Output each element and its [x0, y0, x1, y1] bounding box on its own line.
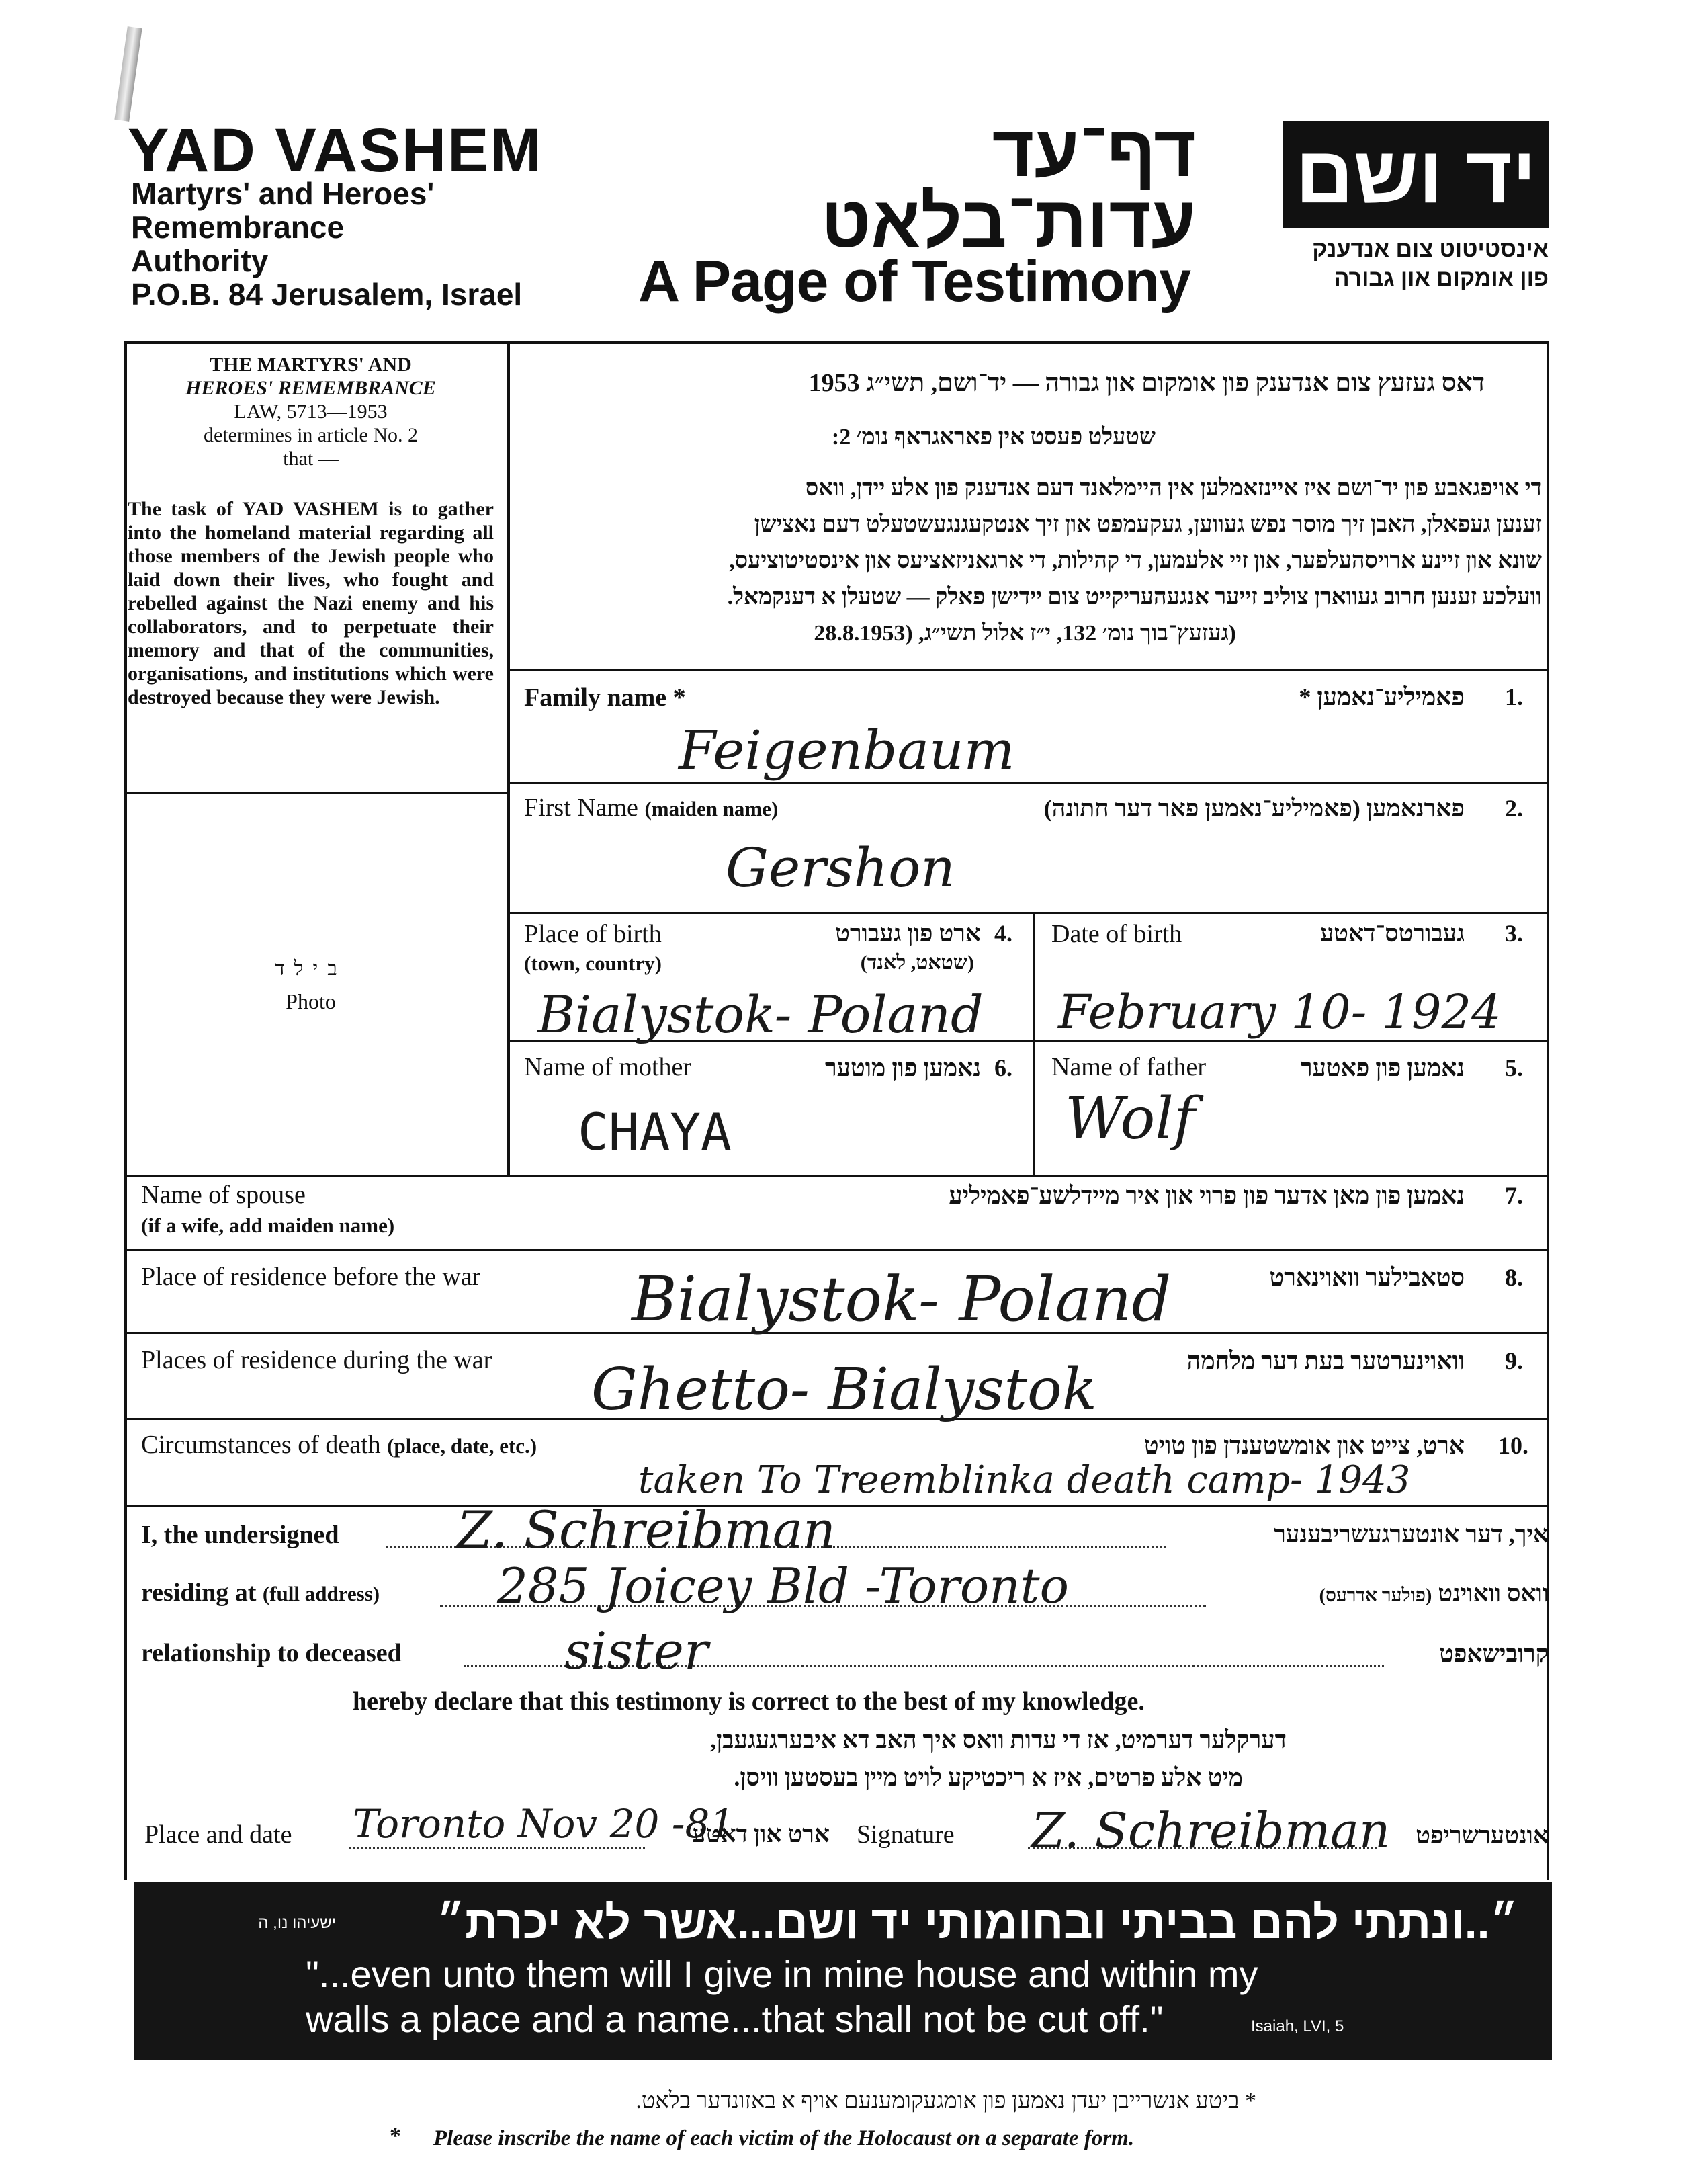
law-heading-line-5: that — [283, 448, 339, 470]
intro-line-1: דאס געזעץ צום אנדענק פון אומקום און גבורה — יד־ושם, תשי״ג 1953 [808, 369, 1485, 397]
address-hebrew-text: וואס וואוינט [1438, 1580, 1549, 1607]
place-of-birth-hebrew: ארט פון געבורט [835, 920, 981, 947]
frame-top [124, 341, 1549, 344]
page-title: A Page of Testimony [638, 249, 1191, 314]
left-column-divider [507, 341, 510, 1175]
circumstances-hebrew: ארט, צייט און אומשטענדן פון טויט [1143, 1432, 1465, 1459]
undersigned-label: I, the undersigned [141, 1521, 339, 1549]
first-name-label-text: First Name [524, 794, 638, 822]
family-name-hebrew: פאמיליע־נאמען * [1299, 683, 1465, 710]
hebrew-title-2: עדות־בלאט [821, 181, 1196, 262]
date-of-birth-number: 3. [1505, 920, 1523, 947]
place-of-birth-sublabel: (town, country) [524, 952, 662, 975]
logo-subtitle-1: אינסטיטוט צום אנדענק [1312, 237, 1549, 262]
row-line-2 [507, 912, 1549, 914]
law-heading [128, 353, 494, 470]
circumstances-value[interactable]: taken To Treemblinka death camp- 1943 [638, 1458, 1411, 1502]
father-name-hebrew: נאמען פון פאטער [1300, 1054, 1465, 1081]
mother-name-hebrew: נאמען פון מוטער [824, 1054, 981, 1081]
place-date-label: Place and date [144, 1820, 292, 1849]
address-hebrew-sub: (פולער אדרעס) [1319, 1585, 1432, 1606]
place-date-dotted-line [349, 1847, 645, 1849]
footnote-hebrew: * ביטע אנשרייבן יעדן נאמען פון אומגעקומענעם אויף א באזונדער בלאט. [636, 2089, 1256, 2113]
intro-line-2: שטעלט פעסט אין פאראגראף נומ׳ 2: [831, 425, 1156, 450]
photo-label: Photo [286, 989, 336, 1013]
place-of-birth-label: Place of birth [524, 920, 662, 948]
address-sublabel: (full address) [262, 1582, 380, 1605]
footnote-asterisk: * [390, 2124, 401, 2148]
hebrew-title-1: דף־עד [992, 110, 1196, 192]
mother-name-label: Name of mother [524, 1053, 692, 1081]
family-name-label: Family name * [524, 683, 686, 712]
law-heading-line-1: THE MARTYRS' AND [210, 353, 412, 376]
law-heading-line-2: HEROES' REMEMBRANCE [185, 377, 436, 399]
row-line-5 [124, 1249, 1549, 1251]
circumstances-label [141, 1430, 537, 1460]
address-label [141, 1578, 380, 1607]
band-english-source: Isaiah, LVI, 5 [1251, 2017, 1344, 2035]
address-hebrew [1319, 1579, 1549, 1607]
org-line-4: P.O.B. 84 Jerusalem, Israel [131, 277, 523, 312]
org-title: YAD VASHEM [128, 116, 544, 185]
undersigned-hebrew: איך, דער אונטערגעשריבענער [1274, 1521, 1549, 1548]
mother-name-value[interactable]: CHAYA [578, 1102, 732, 1162]
intro-line-5: שונא און זיינע ארויסהעלפער, און זיי אלעמען, די קהילות, די ארגאניזאציעס און אינסטיטוציעס, [729, 548, 1542, 573]
place-of-birth-number: 4. [994, 920, 1012, 947]
spouse-name-label: Name of spouse [141, 1181, 306, 1209]
circumstances-number: 10. [1498, 1432, 1528, 1459]
photo-label-hebrew: בילד [275, 958, 347, 980]
band-hebrew-quote: ״..ונתתי להם בביתי ובחומותי יד ושם...אשר לא יכרת״ [436, 1897, 1518, 1948]
org-line-2: Remembrance [131, 210, 345, 245]
frame-left-upper [124, 341, 127, 1175]
first-name-label [524, 793, 778, 823]
residence-during-value[interactable]: Ghetto- Bialystok [591, 1356, 1097, 1423]
row-line-intro [507, 669, 1549, 671]
law-heading-line-4: determines in article No. 2 [203, 424, 419, 446]
band-english-line-1: "...even unto them will I give in mine house and within my [306, 1953, 1258, 1995]
intro-line-6: וועלכע זענען חרוב געווארן צוליב זייער אנגעהעריקייט צום יידישן פאלק — שטעלן א דענקמאל. [727, 585, 1542, 610]
residence-before-hebrew: סטאבילער וואוינארט [1269, 1264, 1465, 1291]
row-line-1 [507, 782, 1549, 784]
place-of-birth-value[interactable]: Bialystok- Poland [537, 984, 984, 1044]
law-body: The task of YAD VASHEM is to gather into the homeland material regarding all those members of the Jewish people who laid down their lives, who fought and rebelled against the Nazi enemy and his collaborators, and to perpetuate their memory and that of the communities, organisations, and institutions which were destroyed because they were Jewish. [128, 498, 494, 708]
circumstances-label-text: Circumstances of death [141, 1431, 381, 1459]
spouse-name-sublabel: (if a wife, add maiden name) [141, 1214, 395, 1237]
declaration-hebrew-1: דערקלער דערמיט, אז די עדות וואס איך האב דא איבערגעגעבן, [709, 1726, 1287, 1753]
father-name-label: Name of father [1051, 1053, 1206, 1081]
intro-line-7: (געזעץ־בוך נומ׳ 132, י״ז אלול תשי״ג, (28.8.1953 [814, 621, 1236, 646]
logo-subtitle-2: פון אומקום און גבורה [1334, 265, 1549, 291]
spouse-name-number: 7. [1505, 1182, 1523, 1209]
law-heading-line-3: LAW, 5713—1953 [234, 401, 388, 423]
row-line-4 [124, 1175, 1549, 1177]
signature-hebrew: אונטערשריפט [1416, 1822, 1549, 1849]
relationship-hebrew: קרובישאפט [1439, 1640, 1549, 1667]
address-value[interactable]: 285 Joicey Bld -Toronto [497, 1558, 1069, 1614]
first-name-sublabel: (maiden name) [644, 797, 779, 821]
signature-value[interactable]: Z. Schreibman [1031, 1802, 1391, 1859]
birth-parents-divider [1033, 912, 1035, 1175]
first-name-number: 2. [1505, 795, 1523, 822]
place-of-birth-hebrew-sub: (שטאט, לאנד) [860, 952, 974, 974]
date-of-birth-value[interactable]: February 10- 1924 [1058, 984, 1502, 1040]
undersigned-value[interactable]: Z. Schreibman [457, 1500, 836, 1560]
declaration-statement: hereby declare that this testimony is correct to the best of my knowledge. [353, 1687, 1145, 1716]
date-of-birth-hebrew: געבורטס־דאטע [1319, 920, 1465, 947]
first-name-value[interactable]: Gershon [726, 837, 955, 899]
declaration-hebrew-2: מיט אלע פרטים, איז א ריכטיקע לויט מיין בעסטען וויסן. [734, 1764, 1243, 1791]
residence-before-label: Place of residence before the war [141, 1263, 481, 1291]
relationship-value[interactable]: sister [564, 1621, 709, 1681]
staple-mark [114, 26, 142, 122]
place-date-hebrew: ארט און דאטע [692, 1820, 830, 1847]
org-line-1: Martyrs' and Heroes' [131, 176, 435, 211]
yad-vashem-logo: יד ושם [1283, 121, 1549, 228]
spouse-name-hebrew: נאמען פון מאן אדער פון פרוי און איר מיידלשע־פאמיליע [949, 1182, 1465, 1209]
address-label-text: residing at [141, 1579, 257, 1607]
intro-line-4: זענען געפאלן, האבן זיך מוסר נפש געווען, געקעמפט און זיך אנטקעגנגעשטעלט דעם נאצישן [754, 512, 1542, 537]
residence-before-value[interactable]: Bialystok- Poland [632, 1263, 1172, 1335]
band-hebrew-source: ישעיהו נו, ה [258, 1914, 336, 1932]
date-of-birth-label: Date of birth [1051, 920, 1182, 948]
circumstances-sublabel: (place, date, etc.) [387, 1434, 537, 1458]
place-date-value[interactable]: Toronto Nov 20 -81 [353, 1801, 735, 1847]
father-name-value[interactable]: Wolf [1065, 1085, 1195, 1152]
row-line-8 [124, 1505, 1549, 1507]
residence-during-number: 9. [1505, 1347, 1523, 1374]
intro-line-3: די אויפגאבע פון יד־ושם איז איינזאמלען אין היימלאנד דעם אנדענק פון אלע יידן, וואס [805, 476, 1542, 501]
family-name-number: 1. [1505, 683, 1523, 710]
residence-before-number: 8. [1505, 1264, 1523, 1291]
band-english-line-2: walls a place and a name...that shall not be cut off." [306, 1998, 1164, 2040]
first-name-hebrew: פארנאמען (פאמיליע־נאמען פאר דער חתונה) [1043, 795, 1465, 822]
org-line-3: Authority [131, 243, 269, 278]
relationship-label: relationship to deceased [141, 1639, 402, 1667]
footnote-english: Please inscribe the name of each victim of the Holocaust on a separate form. [433, 2126, 1135, 2150]
mother-name-number: 6. [994, 1054, 1012, 1081]
law-photo-divider [127, 792, 507, 794]
residence-during-label: Places of residence during the war [141, 1346, 492, 1374]
signature-label: Signature [857, 1820, 955, 1849]
frame-left-lower [124, 1175, 127, 1880]
family-name-value[interactable]: Feigenbaum [679, 719, 1015, 782]
father-name-number: 5. [1505, 1054, 1523, 1081]
residence-during-hebrew: וואוינערטער בעת דער מלחמה [1186, 1347, 1465, 1374]
